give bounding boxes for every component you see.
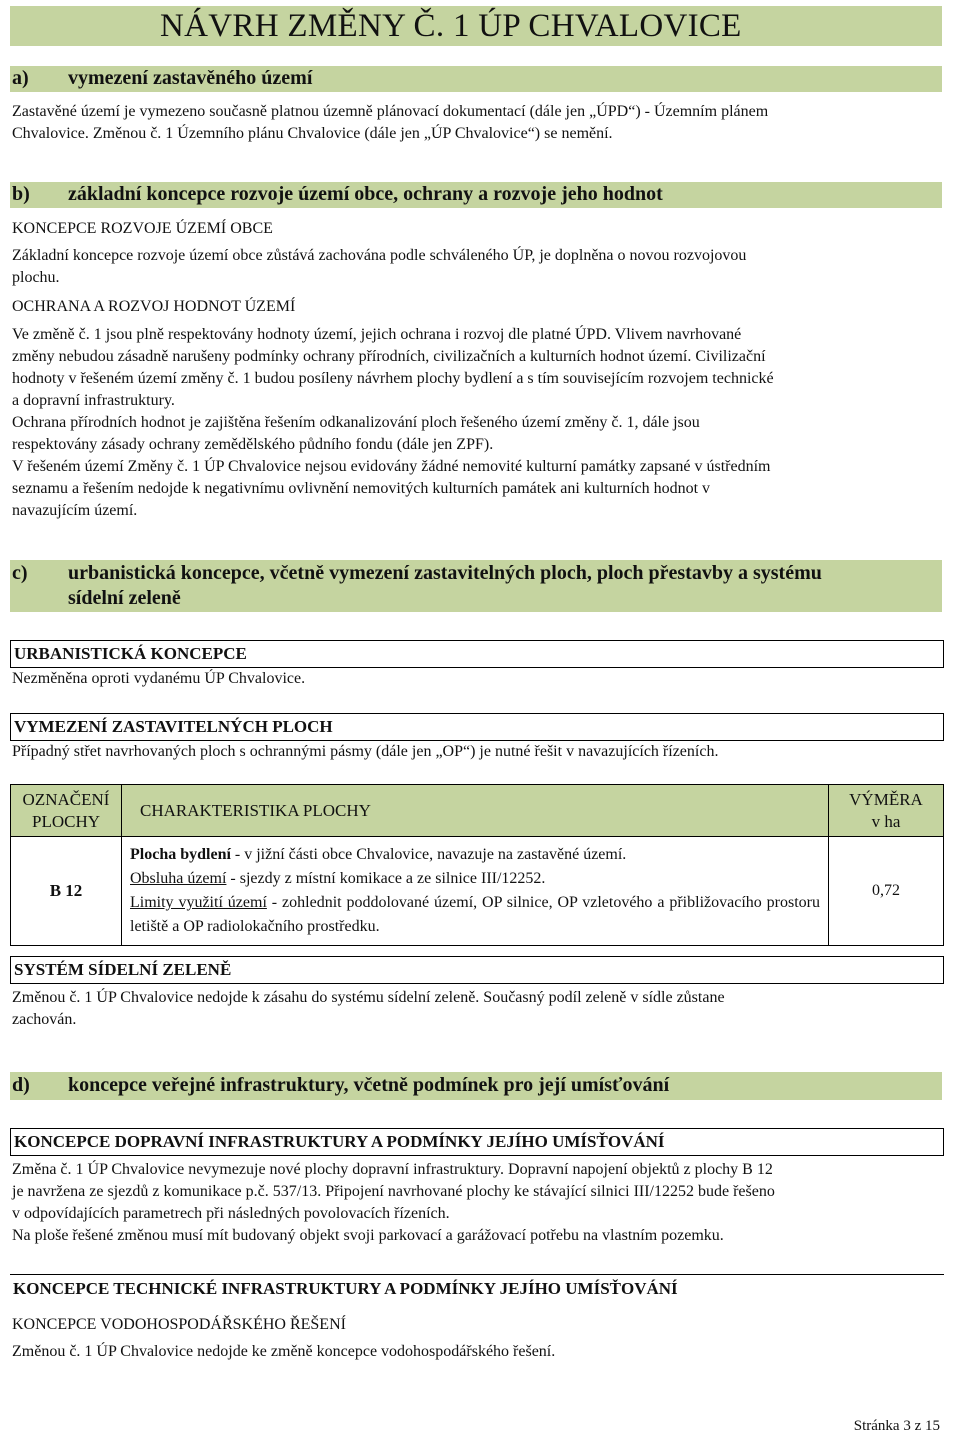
- section-d-letter: d): [12, 1074, 30, 1096]
- paragraph-line: hodnoty v řešeném území změny č. 1 budou posíleny návrhem plochy bydlení a s tím souvisejícím rozvojem technické: [12, 370, 774, 387]
- section-a-heading: vymezení zastavěného území: [68, 67, 313, 89]
- paragraph-line: Ochrana přírodních hodnot je zajištěna řešením odkanalizování ploch řešeného území změny č. 1, dále jsou: [12, 414, 700, 431]
- section-b-heading: základní koncepce rozvoje území obce, ochrany a rozvoje jeho hodnot: [68, 183, 663, 205]
- subheading-koncepce-rozvoje: KONCEPCE ROZVOJE ÚZEMÍ OBCE: [12, 220, 273, 237]
- column-header-charakteristika: CHARAKTERISTIKA PLOCHY: [122, 785, 829, 837]
- heading-system-zelene: SYSTÉM SÍDELNÍ ZELENĚ: [10, 956, 944, 984]
- paragraph-line: Základní koncepce rozvoje území obce zůstává zachována podle schváleného ÚP, je doplněna o novou rozvojovou: [12, 247, 747, 264]
- plot-table: [10, 784, 944, 946]
- paragraph-line: respektovány zásady ochrany zemědělského půdního fondu (dále jen ZPF).: [12, 436, 494, 453]
- paragraph-line: Případný střet navrhovaných ploch s ochrannými pásmy (dále jen „OP“) je nutné řešit v navazujících řízeních.: [12, 743, 719, 760]
- paragraph-line: seznamu a řešením nedojde k negativnímu ovlivnění nemovitých kulturních památek ani kulturních hodnot v: [12, 480, 711, 497]
- paragraph-line: Změnou č. 1 ÚP Chvalovice nedojde k zásahu do systému sídelní zeleně. Současný podíl zeleně v sídle zůstane: [12, 989, 725, 1006]
- document-title: NÁVRH ZMĚNY Č. 1 ÚP CHVALOVICE: [160, 8, 742, 44]
- plot-area: 0,72: [829, 837, 944, 946]
- section-a-text-line: Zastavěné území je vymezeno současně platnou územně plánovací dokumentací (dále jen „ÚPD“) - Územním plánem: [12, 103, 769, 120]
- paragraph-line: zachován.: [12, 1011, 77, 1028]
- desc-line-1: Plocha bydlení - v jižní části obce Chvalovice, navazuje na zastavěné území.: [130, 846, 627, 863]
- paragraph-line: Na ploše řešené změnou musí mít budovaný objekt svoji parkovací a garážovací potřebu na vlastním pozemku.: [12, 1227, 724, 1244]
- paragraph-line: změny nebudou zásadně narušeny podmínky ochrany přírodních, civilizačních a kulturních hodnot území. Civilizační: [12, 348, 766, 365]
- column-header-oznaceni: OZNAČENÍ PLOCHY: [11, 785, 122, 837]
- paragraph-line: Ve změně č. 1 jsou plně respektovány hodnoty území, jejich ochrana i rozvoj dle platné ÚPD. Vlivem navrhované: [12, 326, 742, 343]
- section-a-letter: a): [12, 67, 29, 89]
- subheading-vodohospodarske-reseni: KONCEPCE VODOHOSPODÁŘSKÉHO ŘEŠENÍ: [12, 1316, 346, 1333]
- heading-dopravni-infrastruktura: KONCEPCE DOPRAVNÍ INFRASTRUKTURY A PODMÍNKY JEJÍHO UMÍSŤOVÁNÍ: [10, 1128, 944, 1156]
- table-row: [11, 837, 944, 946]
- heading-urbanisticka-koncepce: URBANISTICKÁ KONCEPCE: [10, 640, 944, 668]
- plot-description: [122, 837, 829, 946]
- page-number: Stránka 3 z 15: [853, 1418, 940, 1434]
- section-c-heading: urbanistická koncepce, včetně vymezení zastavitelných ploch, ploch přestavby a systému: [68, 562, 822, 584]
- section-c-heading: sídelní zeleně: [68, 587, 181, 609]
- paragraph-line: Změnou č. 1 ÚP Chvalovice nedojde ke změně koncepce vodohospodářského řešení.: [12, 1343, 556, 1360]
- column-header-vymera: VÝMĚRA v ha: [829, 785, 944, 837]
- paragraph-line: Změna č. 1 ÚP Chvalovice nevymezuje nové plochy dopravní infrastruktury. Dopravní napojení objektů z plochy B 12: [12, 1161, 773, 1178]
- paragraph-line: je navržena ze sjezdů z komunikace p.č. 537/13. Připojení navrhované plochy ke stávající silnici III/12252 bude řešeno: [12, 1183, 775, 1200]
- section-d-heading: koncepce veřejné infrastruktury, včetně podmínek pro její umísťování: [68, 1074, 670, 1096]
- desc-line-3: Limity využití území - zohlednit poddolované území, OP silnice, OP vzletového a přibližovacího prostoru letiště a OP radiolokačního prostředku.: [130, 894, 820, 935]
- paragraph-line: a dopravní infrastruktury.: [12, 392, 175, 409]
- paragraph-line: plochu.: [12, 269, 60, 286]
- table-header-row: [11, 785, 944, 837]
- section-b-letter: b): [12, 183, 30, 205]
- desc-line-2: Obsluha území - sjezdy z místní komikace a ze silnice III/12252.: [130, 870, 546, 887]
- heading-vymezeni-ploch: VYMEZENÍ ZASTAVITELNÝCH PLOCH: [10, 713, 944, 741]
- paragraph-line: Nezměněna oproti vydanému ÚP Chvalovice.: [12, 670, 306, 687]
- paragraph-line: V řešeném území Změny č. 1 ÚP Chvalovice nejsou evidovány žádné nemovité kulturní památky zapsané v ústředním: [12, 458, 771, 475]
- plot-code: B 12: [11, 837, 122, 946]
- paragraph-line: navazujícím území.: [12, 502, 138, 519]
- subheading-ochrana-hodnot: OCHRANA A ROZVOJ HODNOT ÚZEMÍ: [12, 298, 296, 315]
- section-a-text-line: Chvalovice. Změnou č. 1 Územního plánu Chvalovice (dále jen „ÚP Chvalovice“) se nemění.: [12, 125, 613, 142]
- divider-line: [10, 1274, 944, 1275]
- paragraph-line: v odpovídajících parametrech při následných povolovacích řízeních.: [12, 1205, 450, 1222]
- section-c-letter: c): [12, 562, 28, 584]
- heading-technicka-infrastruktura: KONCEPCE TECHNICKÉ INFRASTRUKTURY A PODMÍNKY JEJÍHO UMÍSŤOVÁNÍ: [13, 1279, 678, 1298]
